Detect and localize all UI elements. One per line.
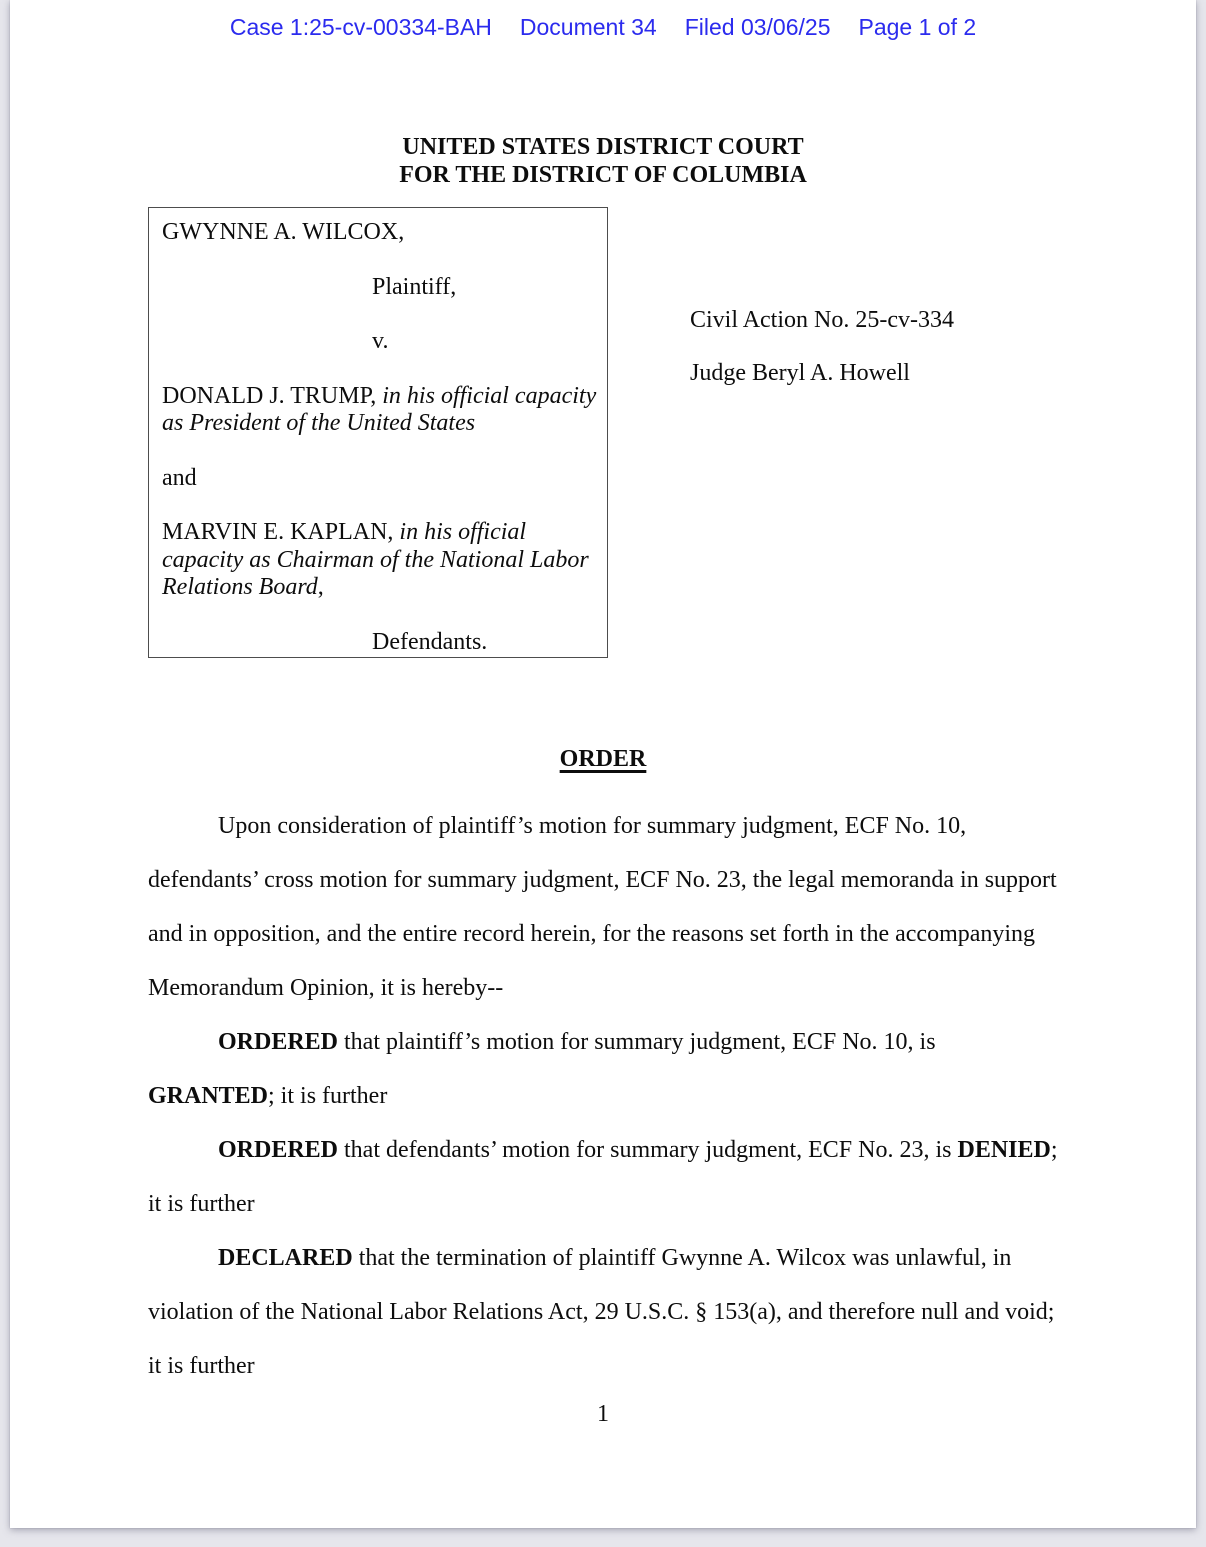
caption-box <box>148 207 608 658</box>
stamp-page-count: Page 1 of 2 <box>858 14 977 40</box>
stamp-filed-date: Filed 03/06/25 <box>684 14 831 40</box>
caption-section <box>148 207 1058 658</box>
order-paragraph-3: ORDERED that defendants’ motion for summary judgment, ECF No. 23, is DENIED; it is further <box>148 1137 1058 1217</box>
order-paragraph-2: ORDERED that plaintiff’s motion for summary judgment, ECF No. 10, is GRANTED; it is further <box>148 1029 936 1109</box>
court-title <box>148 133 1058 189</box>
order-paragraph-4: DECLARED that the termination of plaintiff Gwynne A. Wilcox was unlawful, in violation of the National Labor Relations Act, 29 U.S.C. § 153(a), and therefore null and void; it is further <box>148 1245 1055 1379</box>
stamp-document-number: Document 34 <box>519 14 657 40</box>
judge-name: Judge Beryl A. Howell <box>690 360 910 386</box>
pdf-stamp-header <box>148 14 1058 40</box>
case-info <box>690 306 954 387</box>
civil-action-number: Civil Action No. 25-cv-334 <box>690 307 954 333</box>
plaintiff-role: Plaintiff, <box>372 273 457 300</box>
conjunction-and: and <box>162 464 197 491</box>
court-title-line1: UNITED STATES DISTRICT COURT <box>402 134 804 160</box>
document-page <box>10 0 1196 1528</box>
defendant1-name-capacity: DONALD J. TRUMP, in his official capacity as President of the United States <box>162 382 597 436</box>
order-paragraph-1: Upon consideration of plaintiff’s motion for summary judgment, ECF No. 10, defendants’ cross motion for summary judgment, ECF No. 23, the legal memoranda in support and in opposition, and the entire record herein, for the reasons set forth in the accompanying Memorandum Opinion, it is hereby-- <box>148 813 1057 1001</box>
defendants-role: Defendants. <box>372 628 488 655</box>
page-number: 1 <box>597 1401 609 1427</box>
order-heading: ORDER <box>559 746 647 772</box>
defendant2-name-capacity: MARVIN E. KAPLAN, in his official capacity as Chairman of the National Labor Relations Board, <box>162 519 589 600</box>
versus-label: v. <box>372 328 389 354</box>
court-title-line2: FOR THE DISTRICT OF COLUMBIA <box>399 162 807 188</box>
stamp-case-number: Case 1:25-cv-00334-BAH <box>229 14 492 40</box>
plaintiff-name: GWYNNE A. WILCOX, <box>162 219 405 245</box>
